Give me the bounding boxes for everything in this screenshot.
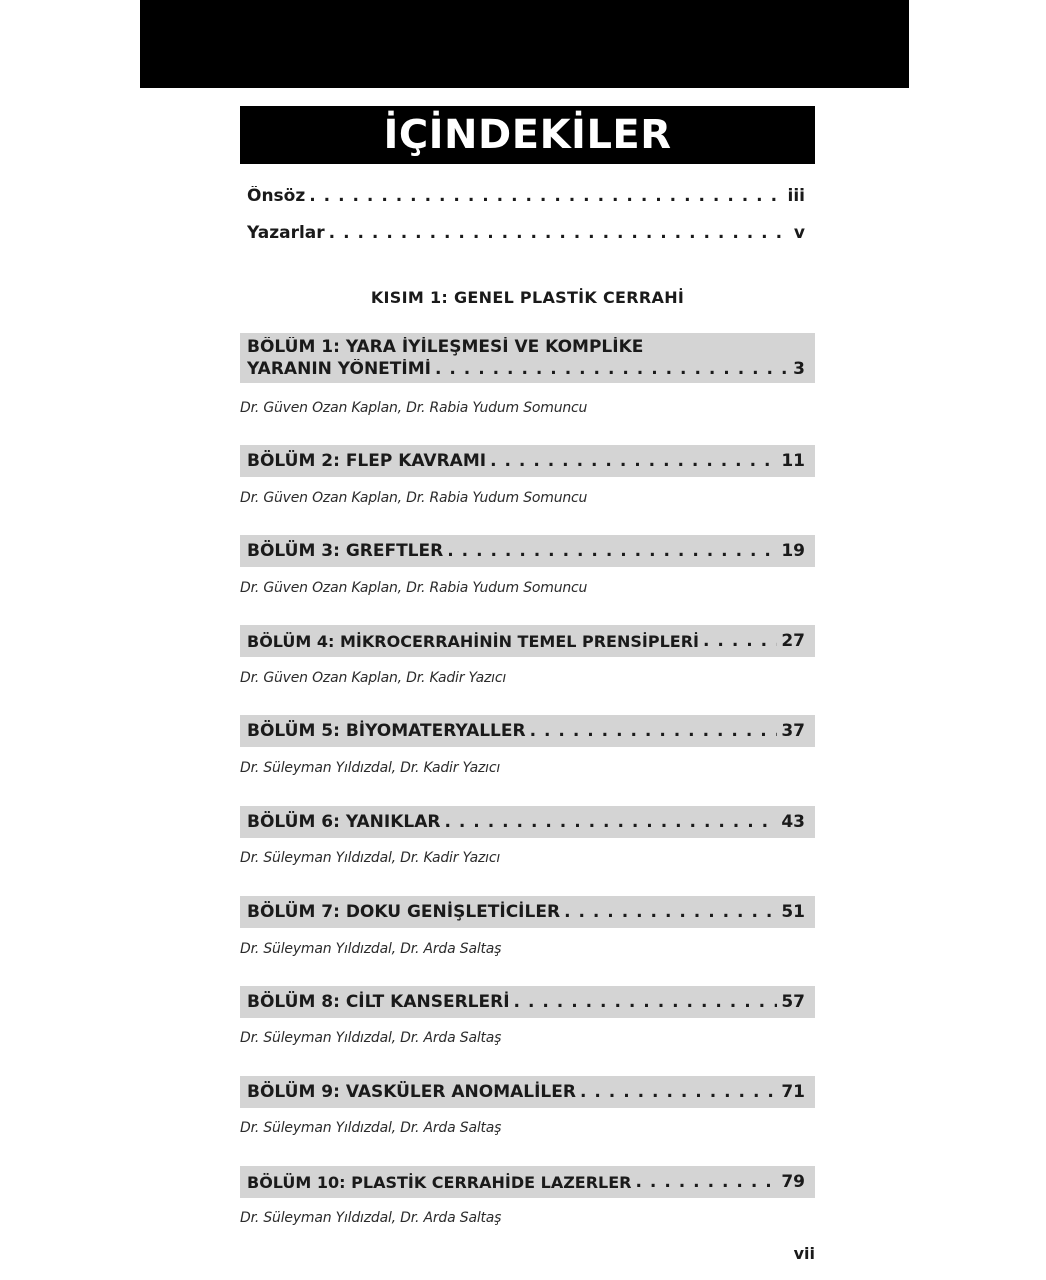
- dot-leader: [447, 541, 777, 561]
- chapter-5[interactable]: [240, 715, 815, 747]
- title-banner: [240, 106, 815, 164]
- chapter-title-line: BÖLÜM 1: YARA İYİLEŞMESİ VE KOMPLİKE: [247, 337, 644, 357]
- chapter-page: 57: [781, 992, 805, 1012]
- chapter-page: 11: [781, 451, 805, 471]
- chapter-6[interactable]: [240, 806, 815, 838]
- header-black-bar: [140, 0, 909, 88]
- chapter-title: BÖLÜM 5: BİYOMATERYALLER: [247, 721, 526, 741]
- dot-leader: [580, 1082, 777, 1102]
- chapter-title: BÖLÜM 4: MİKROCERRAHİNİN TEMEL PRENSİPLERİ: [247, 631, 699, 651]
- dot-leader: [435, 359, 789, 379]
- dot-leader: [530, 721, 778, 741]
- chapter-page: 79: [781, 1172, 805, 1192]
- chapter-title: YARANIN YÖNETİMİ: [247, 359, 431, 379]
- page-title: İÇİNDEKİLER: [383, 112, 672, 158]
- chapter-page: 71: [781, 1082, 805, 1102]
- chapter-page: 3: [793, 359, 805, 379]
- chapter-8[interactable]: [240, 986, 815, 1018]
- chapter-page: 19: [781, 541, 805, 561]
- chapter-authors: Dr. Güven Ozan Kaplan, Dr. Rabia Yudum Somuncu: [240, 400, 588, 416]
- toc-entry-label: Yazarlar: [247, 223, 325, 243]
- chapter-7[interactable]: [240, 896, 815, 928]
- dot-leader: [490, 451, 777, 471]
- chapter-authors: Dr. Süleyman Yıldızdal, Dr. Arda Saltaş: [240, 1030, 502, 1046]
- chapter-title: BÖLÜM 7: DOKU GENİŞLETİCİLER: [247, 902, 561, 922]
- part-heading: KISIM 1: GENEL PLASTİK CERRAHİ: [370, 288, 685, 307]
- chapter-authors: Dr. Süleyman Yıldızdal, Dr. Arda Saltaş: [240, 1210, 502, 1226]
- toc-entry-onsoz[interactable]: [247, 186, 805, 212]
- dot-leader: [309, 186, 783, 206]
- toc-entry-page: iii: [787, 186, 805, 206]
- chapter-title: BÖLÜM 9: VASKÜLER ANOMALİLER: [247, 1082, 576, 1102]
- chapter-2[interactable]: [240, 445, 815, 477]
- chapter-title: BÖLÜM 10: PLASTİK CERRAHİDE LAZERLER: [247, 1172, 632, 1192]
- chapter-authors: Dr. Güven Ozan Kaplan, Dr. Kadir Yazıcı: [240, 670, 507, 686]
- chapter-authors: Dr. Süleyman Yıldızdal, Dr. Kadir Yazıcı: [240, 850, 501, 866]
- chapter-1[interactable]: [240, 333, 815, 383]
- dot-leader: [636, 1172, 778, 1192]
- chapter-page: 37: [781, 721, 805, 741]
- dot-leader: [329, 223, 790, 243]
- toc-entry-yazarlar[interactable]: [247, 223, 805, 249]
- chapter-page: 51: [781, 902, 805, 922]
- chapter-authors: Dr. Süleyman Yıldızdal, Dr. Kadir Yazıcı: [240, 760, 501, 776]
- chapter-page: 27: [781, 631, 805, 651]
- chapter-title: BÖLÜM 6: YANIKLAR: [247, 812, 441, 832]
- chapter-4[interactable]: [240, 625, 815, 657]
- chapter-page: 43: [781, 812, 805, 832]
- toc-entry-label: Önsöz: [247, 186, 306, 206]
- chapter-9[interactable]: [240, 1076, 815, 1108]
- dot-leader: [703, 631, 777, 651]
- chapter-title: BÖLÜM 2: FLEP KAVRAMI: [247, 451, 487, 471]
- chapter-title: BÖLÜM 8: CİLT KANSERLERİ: [247, 992, 510, 1012]
- chapter-10[interactable]: [240, 1166, 815, 1198]
- chapter-authors: Dr. Güven Ozan Kaplan, Dr. Rabia Yudum Somuncu: [240, 490, 588, 506]
- dot-leader: [444, 812, 777, 832]
- chapter-3[interactable]: [240, 535, 815, 567]
- chapter-authors: Dr. Süleyman Yıldızdal, Dr. Arda Saltaş: [240, 941, 502, 957]
- chapter-title: BÖLÜM 3: GREFTLER: [247, 541, 444, 561]
- page-number: vii: [793, 1244, 815, 1263]
- toc-entry-page: v: [793, 223, 805, 243]
- chapter-authors: Dr. Süleyman Yıldızdal, Dr. Arda Saltaş: [240, 1120, 502, 1136]
- dot-leader: [564, 902, 777, 922]
- chapter-authors: Dr. Güven Ozan Kaplan, Dr. Rabia Yudum Somuncu: [240, 580, 588, 596]
- dot-leader: [514, 992, 778, 1012]
